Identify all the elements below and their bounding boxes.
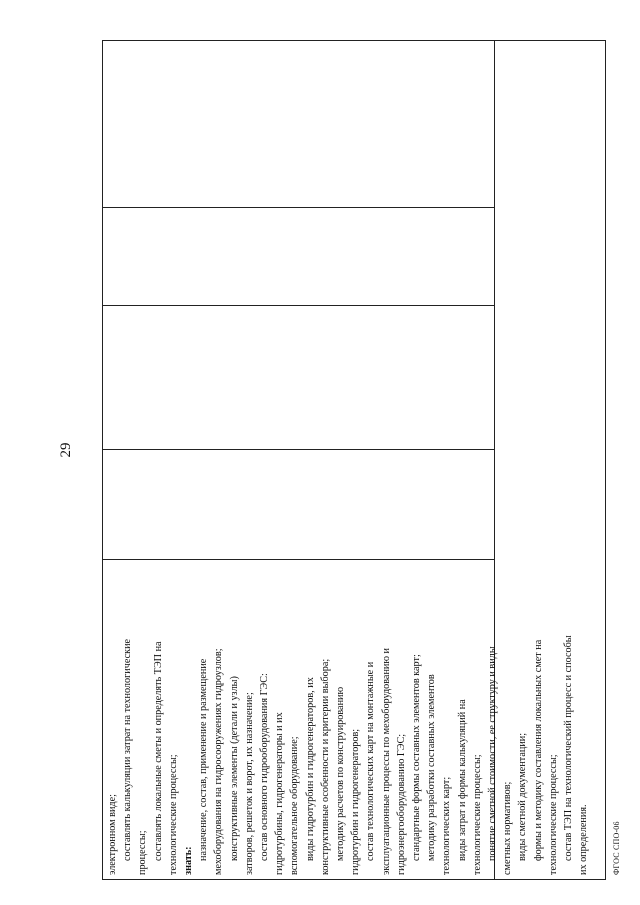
empty-cell <box>103 207 494 305</box>
table-row-empty <box>495 41 605 879</box>
content-line: виды гидротурбин и гидрогенераторов, их <box>304 677 316 861</box>
content-line: конструктивные элементы (детали и узлы) <box>228 676 240 861</box>
content-line: технологические процессы; <box>471 754 483 875</box>
content-line: составлять калькуляции затрат на технологические <box>122 638 134 861</box>
content-line: электронном виде; <box>107 794 118 875</box>
content-line: их определения. <box>578 804 590 875</box>
content-line: гидротурбины, гидрогенераторы и их <box>274 712 286 875</box>
content-line: гидротурбин и гидрогенераторов; <box>350 728 362 875</box>
content-line: процессы; <box>137 830 149 875</box>
content-line: стандартные формы составных элементов карт; <box>411 654 423 861</box>
content-line: методику разработки составных элементов <box>426 674 438 861</box>
table-row <box>103 41 590 879</box>
footer-document-code: ФГОС СПО-06 <box>612 821 621 875</box>
content-line: технологические процессы; <box>547 754 559 875</box>
content-line: технологических карт; <box>441 776 453 875</box>
content-line: методику расчетов по конструированию <box>335 686 347 861</box>
content-line: эксплуатационные процессы по мехоборудованию и <box>380 648 392 875</box>
empty-cell <box>495 559 605 879</box>
empty-cell <box>103 41 494 207</box>
content-line: состав ТЭП на технологический процесс и способы <box>563 635 575 861</box>
empty-cell <box>103 449 494 559</box>
content-line: мехоборудования на гидросооружениях гидроузлов; <box>213 648 225 875</box>
content-line: состав основного гидрооборудования ГЭС: <box>259 673 271 861</box>
content-line: конструктивные особенности и критерии выбора; <box>319 658 331 875</box>
content-line: знать: <box>183 846 195 875</box>
empty-cell <box>103 305 494 449</box>
content-line: формы и методику составления локальных смет на <box>532 639 544 861</box>
content-line: сметных нормативов; <box>502 781 514 875</box>
page-number: 29 <box>58 442 74 458</box>
content-line: состав технологических карт на монтажные и <box>365 661 377 861</box>
standards-table <box>102 40 606 880</box>
content-line: назначение, состав, применение и размещение <box>198 658 210 861</box>
content-line: виды затрат и формы калькуляций на <box>456 699 468 861</box>
content-line: затворов, решеток и ворот, их назначение; <box>243 692 255 875</box>
content-line: технологические процессы; <box>167 754 179 875</box>
content-line: гидроэнергооборудованию ГЭС; <box>395 733 407 875</box>
content-line: составлять локальные сметы и определять ТЭП на <box>152 641 164 861</box>
content-line: понятие сметной стоимости, ее структуру и виды <box>487 646 499 861</box>
competency-text-cell <box>103 559 590 879</box>
content-line: виды сметной документации; <box>517 732 529 861</box>
content-line: вспомогательное оборудование; <box>289 736 301 875</box>
